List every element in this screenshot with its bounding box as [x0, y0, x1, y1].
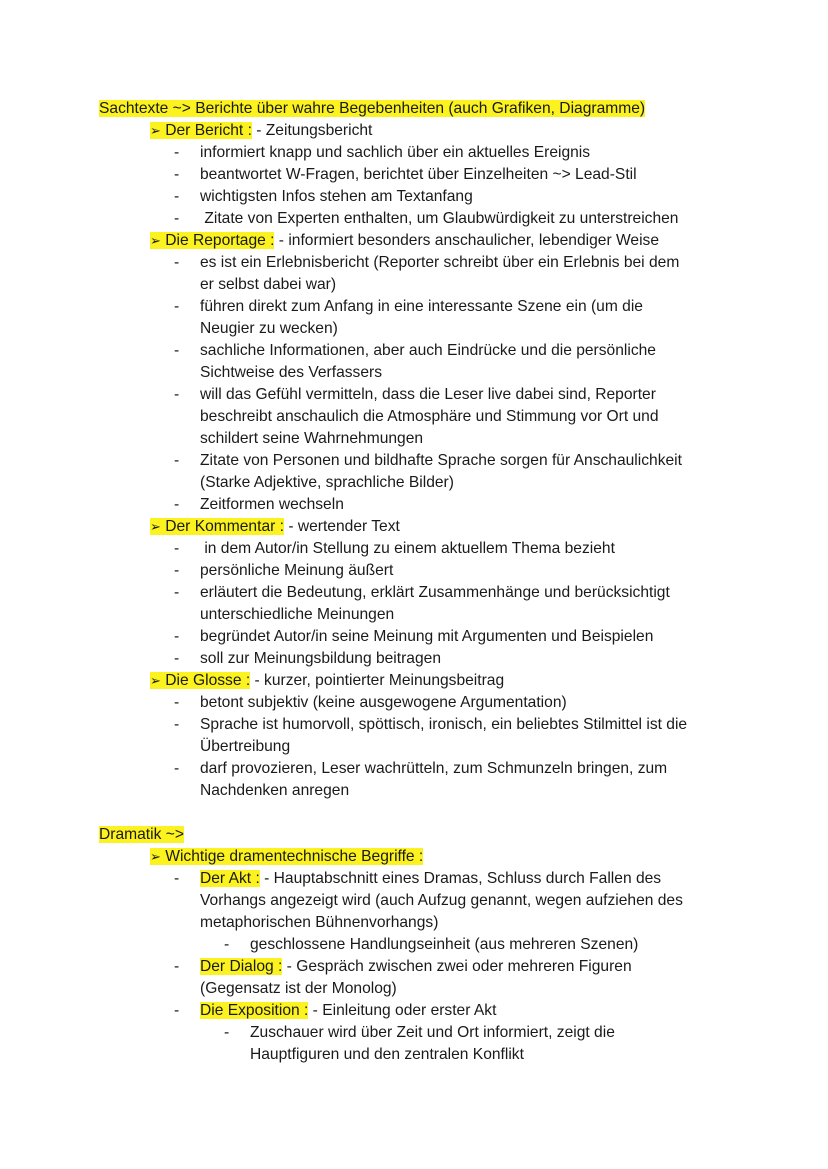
list-item-text: will das Gefühl vermitteln, dass die Leser live dabei sind, Reporter [200, 386, 656, 403]
dash-bullet: - [174, 716, 180, 733]
list-item-text: führen direkt zum Anfang in eine interessante Szene ein (um die [200, 298, 643, 315]
list-item [0, 208, 828, 230]
notes-content [0, 98, 828, 1066]
list-item-continuation [0, 406, 828, 428]
term-text: metaphorischen Bühnenvorhangs) [200, 914, 439, 931]
sub-item-text: Zuschauer wird über Zeit und Ort informiert, zeigt die [250, 1024, 615, 1041]
list-item [0, 626, 828, 648]
arrow-bullet-icon: ➢ [150, 124, 161, 139]
dash-bullet: - [224, 936, 230, 953]
topic-label [150, 848, 423, 865]
term-continuation [0, 978, 828, 1000]
term-akt [0, 868, 828, 890]
dash-bullet: - [174, 760, 180, 777]
list-item-continuation [0, 318, 828, 340]
list-item-text: sachliche Informationen, aber auch Eindrücke und die persönliche [200, 342, 656, 359]
dash-bullet: - [174, 254, 180, 271]
topic-description: - wertender Text [283, 518, 400, 535]
term-label: Der Akt : [200, 870, 260, 887]
dash-bullet: - [174, 452, 180, 469]
term-continuation [0, 890, 828, 912]
topic-description: - Zeitungsbericht [251, 122, 373, 139]
list-item-text: Nachdenken anregen [200, 782, 350, 799]
topic-label-text: Die Reportage : [165, 232, 275, 249]
arrow-bullet-icon: ➢ [150, 850, 161, 865]
section-spacer [0, 802, 828, 824]
dash-bullet: - [224, 1024, 230, 1041]
list-item-text: es ist ein Erlebnisbericht (Reporter schreibt über ein Erlebnis bei dem [200, 254, 680, 271]
list-item-text: soll zur Meinungsbildung beitragen [200, 650, 441, 667]
section-heading-sachtexte [0, 98, 828, 120]
dash-bullet: - [174, 540, 180, 557]
arrow-bullet-icon: ➢ [150, 234, 161, 249]
sub-item-text: geschlossene Handlungseinheit (aus mehreren Szenen) [250, 936, 639, 953]
topic-glosse [0, 670, 828, 692]
list-item [0, 252, 828, 274]
list-item-text: persönliche Meinung äußert [200, 562, 394, 579]
list-item-text: Zeitformen wechseln [200, 496, 344, 513]
list-item-text: Sprache ist humorvoll, spöttisch, ironisch, ein beliebtes Stilmittel ist die [200, 716, 688, 733]
dash-bullet: - [174, 386, 180, 403]
list-item-text: in dem Autor/in Stellung zu einem aktuellem Thema bezieht [200, 540, 615, 557]
term-text: Vorhangs angezeigt wird (auch Aufzug genannt, wegen aufziehen des [200, 892, 683, 909]
topic-label [150, 672, 250, 689]
list-item-text: unterschiedliche Meinungen [200, 606, 395, 623]
term-continuation [0, 912, 828, 934]
list-item-text: schildert seine Wahrnehmungen [200, 430, 424, 447]
list-item-continuation [0, 604, 828, 626]
term-exposition [0, 1000, 828, 1022]
dash-bullet: - [174, 628, 180, 645]
topic-label [150, 232, 274, 249]
topic-description: - kurzer, pointierter Meinungsbeitrag [250, 672, 505, 689]
list-item [0, 538, 828, 560]
list-item-text: informiert knapp und sachlich über ein aktuelles Ereignis [200, 144, 591, 161]
dash-bullet: - [174, 584, 180, 601]
list-item-text: Sichtweise des Verfassers [200, 364, 383, 381]
dash-bullet: - [174, 342, 180, 359]
topic-label [150, 122, 252, 139]
sub-item-continuation [0, 1044, 828, 1066]
list-item-text: er selbst dabei war) [200, 276, 337, 293]
list-item [0, 692, 828, 714]
dash-bullet: - [174, 694, 180, 711]
dash-bullet: - [174, 870, 180, 887]
list-item [0, 450, 828, 472]
dash-bullet: - [174, 144, 180, 161]
heading-text: Sachtexte ~> Berichte über wahre Begebenheiten (auch Grafiken, Diagramme) [99, 100, 646, 117]
term-text: - Einleitung oder erster Akt [308, 1002, 497, 1019]
sub-list-item [0, 1022, 828, 1044]
dash-bullet: - [174, 1002, 180, 1019]
topic-label-text: Der Bericht : [165, 122, 252, 139]
list-item-text: beschreibt anschaulich die Atmosphäre und Stimmung vor Ort und [200, 408, 659, 425]
dash-bullet: - [174, 166, 180, 183]
term-label: Die Exposition : [200, 1002, 309, 1019]
arrow-bullet-icon: ➢ [150, 674, 161, 689]
topic-reportage [0, 230, 828, 252]
dash-bullet: - [174, 650, 180, 667]
term-text: (Gegensatz ist der Monolog) [200, 980, 397, 997]
list-item-continuation [0, 736, 828, 758]
dash-bullet: - [174, 562, 180, 579]
term-dialog [0, 956, 828, 978]
term-text: - Gespräch zwischen zwei oder mehreren Figuren [282, 958, 632, 975]
list-item [0, 714, 828, 736]
section-heading-dramatik [0, 824, 828, 846]
topic-label-text: Die Glosse : [165, 672, 251, 689]
list-item-text: Übertreibung [200, 738, 291, 755]
list-item-text: wichtigsten Infos stehen am Textanfang [200, 188, 473, 205]
dash-bullet: - [174, 188, 180, 205]
topic-begriffe [0, 846, 828, 868]
list-item [0, 758, 828, 780]
dash-bullet: - [174, 210, 180, 227]
topic-bericht [0, 120, 828, 142]
list-item-text: (Starke Adjektive, sprachliche Bilder) [200, 474, 454, 491]
list-item [0, 384, 828, 406]
list-item-text: darf provozieren, Leser wachrütteln, zum Schmunzeln bringen, zum [200, 760, 668, 777]
list-item-continuation [0, 428, 828, 450]
list-item-continuation [0, 362, 828, 384]
list-item-continuation [0, 780, 828, 802]
list-item [0, 648, 828, 670]
list-item [0, 494, 828, 516]
topic-kommentar [0, 516, 828, 538]
list-item-text: beantwortet W-Fragen, berichtet über Einzelheiten ~> Lead-Stil [200, 166, 637, 183]
list-item [0, 142, 828, 164]
list-item [0, 186, 828, 208]
sub-item-text: Hauptfiguren und den zentralen Konflikt [250, 1046, 524, 1063]
list-item-text: Zitate von Experten enthalten, um Glaubwürdigkeit zu unterstreichen [200, 210, 679, 227]
list-item [0, 560, 828, 582]
list-item [0, 164, 828, 186]
list-item-text: Zitate von Personen und bildhafte Sprache sorgen für Anschaulichkeit [200, 452, 682, 469]
list-item-continuation [0, 472, 828, 494]
heading-text: Dramatik ~> [99, 826, 184, 843]
dash-bullet: - [174, 298, 180, 315]
dash-bullet: - [174, 958, 180, 975]
topic-label [150, 518, 284, 535]
list-item-text: betont subjektiv (keine ausgewogene Argumentation) [200, 694, 567, 711]
topic-label-text: Wichtige dramentechnische Begriffe : [165, 848, 424, 865]
list-item-text: begründet Autor/in seine Meinung mit Argumenten und Beispielen [200, 628, 654, 645]
list-item [0, 582, 828, 604]
list-item [0, 340, 828, 362]
list-item-text: Neugier zu wecken) [200, 320, 338, 337]
list-item [0, 296, 828, 318]
topic-label-text: Der Kommentar : [165, 518, 284, 535]
term-text: - Hauptabschnitt eines Dramas, Schluss durch Fallen des [259, 870, 662, 887]
list-item-continuation [0, 274, 828, 296]
topic-description: - informiert besonders anschaulicher, lebendiger Weise [274, 232, 660, 249]
dash-bullet: - [174, 496, 180, 513]
sub-list-item [0, 934, 828, 956]
term-label: Der Dialog : [200, 958, 283, 975]
arrow-bullet-icon: ➢ [150, 520, 161, 535]
list-item-text: erläutert die Bedeutung, erklärt Zusammenhänge und berücksichtigt [200, 584, 670, 601]
